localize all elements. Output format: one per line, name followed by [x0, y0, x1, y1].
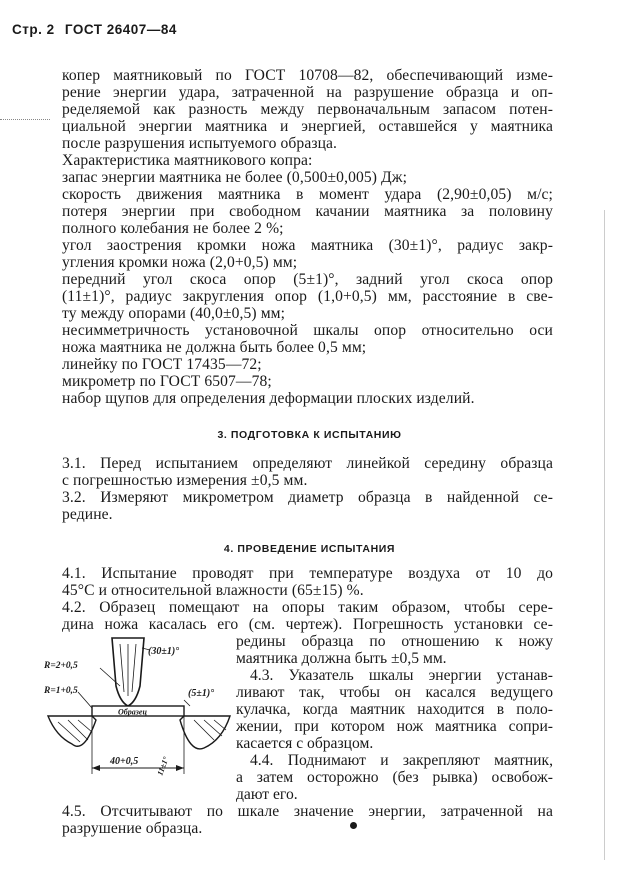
text-line: 4.1. Испытание проводят при температуре воздуха от 10 до: [62, 565, 553, 582]
text-line: дают его.: [236, 786, 298, 803]
text-line: микрометр по ГОСТ 6507—78;: [62, 373, 272, 390]
knife-angle-label: (30±1)°: [148, 646, 180, 657]
text-line: копер маятниковый по ГОСТ 10708—82, обеспечивающий изме-: [62, 67, 553, 84]
back-angle-label: 11±1°: [155, 755, 171, 777]
text-line: угления кромки ножа (2,0+0,5) мм;: [62, 254, 298, 271]
section-4-heading: 4. ПРОВЕДЕНИЕ ИСПЫТАНИЯ: [223, 543, 396, 555]
support-radius-label: R=1+0,5: [44, 686, 78, 696]
text-line: касается с образцом.: [236, 735, 374, 752]
standard-number: ГОСТ 26407—84: [64, 22, 177, 37]
text-line: циальной энергии маятника и энергией, оставшейся у маятника: [62, 118, 553, 135]
text-line: угол заострения кромки ножа маятника (30±1)°, радиус закр-: [62, 237, 553, 254]
knife-radius-label: R=2+0,5: [44, 661, 78, 671]
text-line: скорость движения маятника в момент удара (2,90±0,05) м/с;: [62, 186, 553, 203]
text-line: 3.2. Измеряют микрометром диаметр образца в найденной се-: [62, 489, 553, 506]
text-line: ливают так, чтобы он касался ведущего: [236, 684, 553, 701]
section-3-heading: 3. ПОДГОТОВКА К ИСПЫТАНИЮ: [217, 429, 402, 441]
text-line: 4.4. Поднимают и закрепляют маятник,: [250, 752, 553, 769]
text-line: после разрушения испытуемого образца.: [62, 135, 338, 152]
text-line: линейку по ГОСТ 17435—72;: [62, 356, 262, 373]
text-line: жении, при котором нож маятника сопри-: [236, 718, 553, 735]
text-line: редине.: [62, 506, 113, 523]
text-line: 4.5. Отсчитывают по шкале значение энергии, затраченной на: [62, 803, 553, 820]
text-line: передний угол скоса опор (5±1)°, задний угол скоса опор: [62, 271, 553, 288]
text-line: дина ножа касалась его (см. чертеж). Погрешность установки се-: [62, 616, 553, 633]
specimen-label: Образец: [118, 707, 147, 717]
text-line: потеря энергии при свободном качании маятника за половину: [62, 203, 553, 220]
text-line: 3.1. Перед испытанием определяют линейкой середину образца: [62, 455, 553, 472]
text-line: разрушение образца.: [62, 820, 203, 837]
text-line: кулачка, когда маятник находится в поло-: [236, 701, 553, 718]
text-line: с погрешностью измерения ±0,5 мм.: [62, 472, 308, 489]
text-line: Характеристика маятникового копра:: [62, 152, 313, 169]
margin-dots: [0, 119, 50, 120]
text-line: несимметричность установочной шкалы опор относительно оси: [62, 322, 553, 339]
scan-edge-line: [604, 210, 605, 860]
page-header: [12, 22, 183, 37]
front-angle-leader: [184, 700, 190, 706]
text-line: ножа маятника не должна быть более 0,5 мм;: [62, 339, 367, 356]
test-setup-drawing: [44, 636, 234, 796]
text-line: ту между опорами (40,0±0,5) мм;: [62, 305, 286, 322]
text-line: набор щупов для определения деформации плоских изделий.: [62, 390, 475, 407]
support-radius-leader: [78, 692, 92, 708]
text-line: ределяемой как разность между первоначальным запасом потен-: [62, 101, 553, 118]
text-line: 4.3. Указатель шкалы энергии устанав-: [250, 667, 553, 684]
front-angle-label: (5±1)°: [188, 688, 215, 699]
span-label: 40+0,5: [110, 756, 139, 767]
left-support: [48, 716, 96, 746]
text-line: (11±1)°, радиус закругления опор (1,0+0,5) мм, расстояние в све-: [62, 288, 553, 305]
text-line: маятника должна быть ±0,5 мм.: [236, 650, 447, 667]
text-line: полного колебания не более 2 %;: [62, 220, 284, 237]
text-line: а затем осторожно (без рывка) освобож-: [236, 769, 553, 786]
page-number: Стр. 2: [12, 22, 55, 37]
text-line: рение энергии удара, затраченной на разрушение образца и оп-: [62, 84, 553, 101]
page-dot: [350, 822, 357, 829]
text-line: запас энергии маятника не более (0,500±0,005) Дж;: [62, 169, 408, 186]
text-line: 45°С и относительной влажности (65±15) %.: [62, 582, 364, 599]
text-line: 4.2. Образец помещают на опоры таким образом, чтобы сере-: [62, 599, 553, 616]
text-line: редины образца по отношению к ножу: [236, 633, 553, 650]
